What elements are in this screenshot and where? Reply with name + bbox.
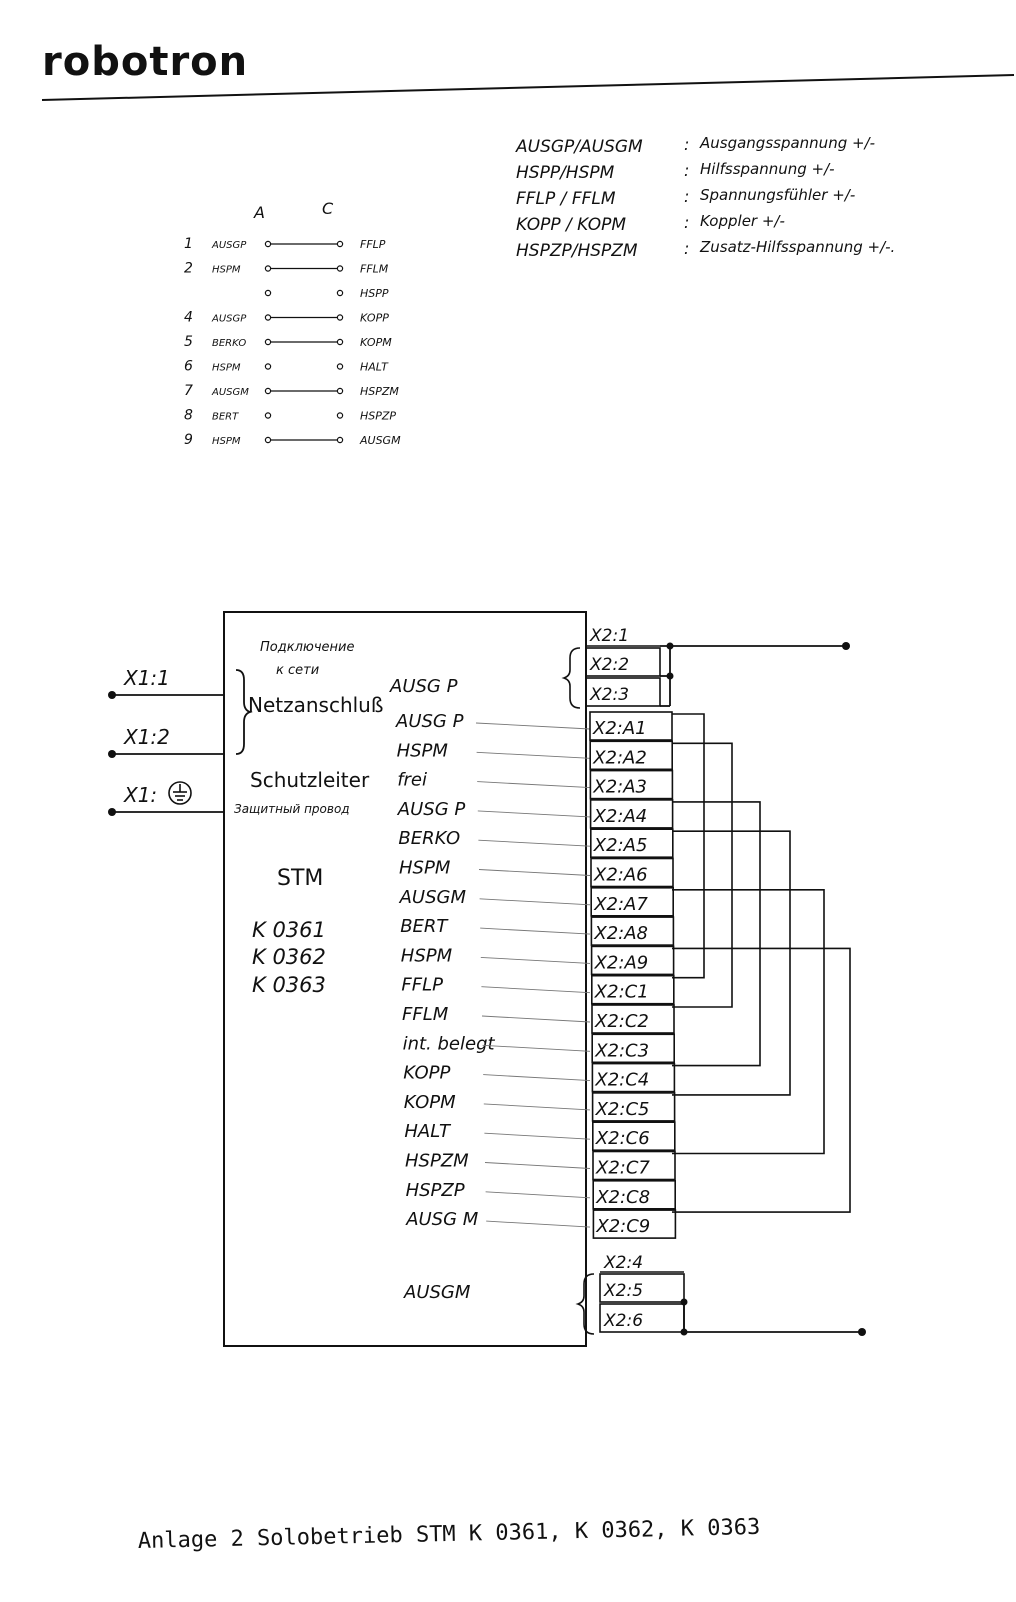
- signal-leader-line: [476, 723, 590, 729]
- ru-ground-label: Защитный провод: [234, 802, 350, 816]
- terminal-label: X2:A6: [594, 864, 648, 886]
- pin-a-signal: HSPM: [212, 436, 241, 447]
- input-terminal-dot: [108, 691, 116, 699]
- pin-c-contact: [337, 290, 342, 295]
- model-k0362: K 0362: [252, 945, 326, 969]
- pin-a-signal: BERKO: [212, 338, 247, 349]
- signal-leader-line: [486, 1221, 590, 1227]
- signal-leader-line: [486, 1192, 590, 1198]
- signal-leader-line: [482, 1016, 590, 1022]
- signal-leader-line: [484, 1104, 590, 1110]
- netz-label: Netzanschluß: [248, 693, 384, 717]
- legend-code: FFLP / FFLM: [516, 189, 616, 209]
- legend-sep: :: [684, 239, 690, 258]
- bottom-group-label: AUSGM: [404, 1282, 471, 1303]
- schematic-diagram: [108, 612, 866, 1346]
- schutz-label: Schutzleiter: [250, 768, 370, 792]
- terminal-x2-4: X2:4: [604, 1253, 644, 1273]
- pin-c-signal: HSPP: [360, 287, 389, 300]
- signal-label: KOPM: [403, 1091, 456, 1113]
- signal-label: frei: [397, 769, 428, 791]
- signal-leader-line: [480, 928, 590, 934]
- brand-logo: robotron: [42, 39, 249, 85]
- terminal-label: X2:A3: [593, 776, 648, 798]
- signal-leader-line: [481, 987, 590, 993]
- signal-label: HSPZM: [405, 1150, 469, 1172]
- pin-a-contact: [265, 266, 270, 271]
- pin-c-signal: KOPM: [360, 336, 392, 349]
- pin-row-number: 8: [184, 407, 193, 424]
- signal-label: AUSG P: [397, 798, 466, 820]
- bridge-wire: [672, 831, 790, 1095]
- ground-symbol-icon: [169, 782, 191, 804]
- terminal-x2-1: X2:1: [590, 626, 630, 646]
- model-k0361: K 0361: [252, 918, 326, 942]
- pin-c-contact: [337, 266, 342, 271]
- pin-c-contact: [337, 315, 342, 320]
- legend-code: KOPP / KOPM: [516, 215, 627, 235]
- pin-row-number: 7: [184, 383, 193, 399]
- pin-a-signal: AUSGP: [212, 313, 247, 325]
- terminal-label: X2:C4: [595, 1069, 650, 1091]
- legend-meaning: Hilfsspannung +/-: [700, 160, 835, 178]
- pin-row-number: 2: [184, 260, 193, 277]
- legend-sep: :: [684, 187, 690, 206]
- pin-a-contact: [265, 241, 270, 246]
- pin-c-contact: [337, 339, 342, 344]
- pin-row-number: 1: [184, 236, 193, 252]
- signal-label: AUSG M: [406, 1209, 479, 1231]
- legend-code: HSPZP/HSPZM: [516, 241, 638, 261]
- signal-legend: [515, 134, 895, 261]
- pin-a-signal: AUSGM: [212, 387, 249, 398]
- terminal-label: X2:C5: [595, 1098, 650, 1120]
- pin-table-col-c: C: [322, 199, 334, 218]
- signal-leader-line: [484, 1133, 590, 1139]
- pin-c-contact: [337, 241, 342, 246]
- signal-leader-line: [477, 782, 590, 788]
- signal-label: int. belegt: [402, 1033, 495, 1055]
- bridge-wire: [672, 714, 704, 978]
- pin-c-contact: [337, 413, 342, 418]
- pin-row-number: 6: [184, 358, 193, 375]
- legend-meaning: Zusatz-Hilfsspannung +/-.: [700, 238, 896, 256]
- input-terminal-dot: [108, 750, 116, 758]
- pin-table-col-a: A: [254, 203, 265, 222]
- pin-row-number: 9: [184, 432, 193, 448]
- pin-c-contact: [337, 437, 342, 442]
- signal-label: HSPM: [399, 857, 451, 879]
- pin-a-contact: [265, 339, 270, 344]
- legend-meaning: Ausgangsspannung +/-: [700, 134, 876, 152]
- connector-pin-table: [184, 199, 401, 448]
- terminal-x2-5: X2:5: [604, 1281, 644, 1301]
- ru-connect-label-2: к сети: [276, 663, 320, 678]
- pin-c-signal: HSPZM: [360, 385, 399, 398]
- model-k0363: K 0363: [252, 973, 326, 997]
- signal-label: FFLM: [402, 1004, 449, 1025]
- pin-a-contact: [265, 388, 270, 393]
- legend-sep: :: [684, 161, 690, 180]
- pin-a-signal: AUSGP: [212, 240, 247, 251]
- signal-label: BERKO: [398, 828, 461, 850]
- signal-label: FFLP: [401, 974, 443, 996]
- terminal-label: X2:C2: [595, 1011, 649, 1032]
- signal-label: KOPP: [403, 1062, 451, 1084]
- pin-a-signal: HSPM: [212, 362, 241, 374]
- pin-c-signal: AUSGM: [360, 434, 401, 447]
- pin-c-signal: KOPP: [360, 311, 389, 325]
- pin-a-contact: [265, 315, 270, 320]
- pin-a-contact: [265, 413, 270, 418]
- top-group-label: AUSG P: [390, 676, 458, 697]
- signal-label: AUSG P: [396, 711, 464, 732]
- signal-label: HALT: [404, 1121, 451, 1143]
- pin-a-signal: BERT: [212, 411, 239, 423]
- signal-label: AUSGM: [399, 886, 467, 908]
- signal-label: HSPZP: [405, 1179, 465, 1201]
- bridge-wire: [672, 890, 824, 1154]
- terminal-bridges: [672, 714, 850, 1212]
- terminal-label: X2:C6: [595, 1128, 650, 1150]
- terminal-label: X2:A7: [594, 893, 648, 915]
- signal-leader-line: [478, 811, 590, 817]
- pin-a-contact: [265, 437, 270, 442]
- terminal-label: X2:C7: [596, 1157, 650, 1179]
- pin-row-number: 5: [184, 334, 193, 350]
- terminal-label: X2:A9: [594, 952, 649, 974]
- terminal-label: X2:C9: [596, 1216, 651, 1238]
- bridge-wire: [672, 802, 760, 1066]
- signal-label: HSPM: [400, 945, 453, 967]
- signal-label: BERT: [400, 916, 448, 938]
- bottom-terminal-group: [578, 1253, 866, 1336]
- pin-c-signal: FFLP: [360, 238, 386, 251]
- signal-leader-line: [485, 1163, 590, 1169]
- terminal-label: X2:A8: [594, 923, 649, 945]
- signal-label: HSPM: [396, 740, 448, 762]
- signal-leader-line: [483, 1045, 590, 1051]
- terminal-label: X2:A4: [593, 805, 648, 827]
- stm-label: STM: [277, 866, 324, 891]
- input-label: X1:2: [124, 725, 170, 749]
- pin-a-signal: HSPM: [212, 264, 241, 276]
- signal-rows: [395, 711, 675, 1238]
- pin-c-signal: HSPZP: [360, 409, 397, 423]
- top-terminal-group: [564, 626, 850, 708]
- input-terminal-dot: [108, 808, 116, 816]
- terminal-x2-6: X2:6: [604, 1311, 644, 1331]
- footer-caption: Anlage 2 Solobetrieb STM K 0361, K 0362, K 0363: [137, 1514, 761, 1554]
- ru-connect-label-1: Подключение: [260, 640, 355, 655]
- terminal-label: X2:A1: [593, 718, 647, 739]
- legend-code: AUSGP/AUSGM: [516, 137, 643, 157]
- signal-leader-line: [483, 1075, 590, 1081]
- pin-c-signal: HALT: [360, 360, 388, 374]
- input-terminals: [108, 666, 224, 816]
- signal-leader-line: [477, 752, 590, 758]
- pin-c-contact: [337, 364, 342, 369]
- legend-sep: :: [684, 135, 690, 154]
- legend-meaning: Spannungsfühler +/-: [700, 186, 856, 204]
- terminal-label: X2:C8: [596, 1186, 651, 1208]
- signal-leader-line: [478, 840, 590, 846]
- signal-leader-line: [480, 899, 590, 905]
- pin-row-number: 4: [184, 309, 193, 326]
- terminal-label: X2:C1: [594, 981, 649, 1003]
- terminal-label: X2:C3: [595, 1040, 650, 1062]
- input-label: X1:: [124, 783, 158, 807]
- bridge-wire: [672, 743, 732, 1007]
- pin-a-contact: [265, 364, 270, 369]
- signal-leader-line: [481, 957, 590, 963]
- input-label: X1:1: [124, 666, 170, 690]
- legend-meaning: Koppler +/-: [700, 212, 785, 230]
- pin-c-signal: FFLM: [360, 262, 389, 276]
- legend-sep: :: [684, 213, 690, 232]
- terminal-label: X2:A5: [593, 835, 648, 857]
- terminal-label: X2:A2: [593, 747, 647, 769]
- terminal-x2-2: X2:2: [590, 655, 630, 675]
- terminal-x2-3: X2:3: [590, 685, 630, 705]
- pin-c-contact: [337, 388, 342, 393]
- legend-code: HSPP/HSPM: [516, 163, 615, 183]
- signal-leader-line: [479, 870, 590, 876]
- pin-a-contact: [265, 290, 270, 295]
